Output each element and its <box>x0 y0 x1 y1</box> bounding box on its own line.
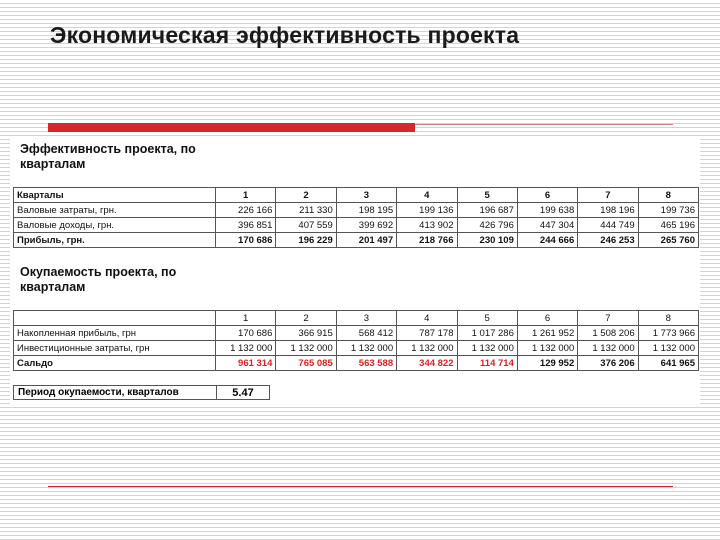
quarter-header: 1 <box>216 311 276 326</box>
quarter-header: 8 <box>638 311 698 326</box>
table-row <box>14 233 699 248</box>
cell: 787 178 <box>397 326 457 341</box>
cell: 198 195 <box>336 203 396 218</box>
cell: 246 253 <box>578 233 638 248</box>
quarter-header: 4 <box>397 311 457 326</box>
quarter-header: 6 <box>517 311 577 326</box>
cell: 198 196 <box>578 203 638 218</box>
cell: 641 965 <box>638 356 698 371</box>
slide-title: Экономическая эффективность проекта <box>50 22 520 48</box>
table-row <box>14 203 699 218</box>
cell: 465 196 <box>638 218 698 233</box>
row-label: Валовые доходы, грн. <box>14 218 216 233</box>
efficiency-title: Эффективность проекта, по кварталам <box>20 142 196 171</box>
cell: 765 085 <box>276 356 336 371</box>
quarter-header: 5 <box>457 188 517 203</box>
cell: 396 851 <box>216 218 276 233</box>
cell: 129 952 <box>517 356 577 371</box>
table-row <box>14 326 699 341</box>
payback-table <box>13 310 699 371</box>
row-label: Накопленная прибыль, грн <box>14 326 216 341</box>
payback-title: Окупаемость проекта, по кварталам <box>20 265 177 294</box>
cell: 1 508 206 <box>578 326 638 341</box>
cell: 170 686 <box>216 233 276 248</box>
quarter-header: 2 <box>276 188 336 203</box>
cell: 230 109 <box>457 233 517 248</box>
table-row <box>14 341 699 356</box>
header-label <box>14 311 216 326</box>
row-label: Инвестиционные затраты, грн <box>14 341 216 356</box>
cell: 211 330 <box>276 203 336 218</box>
table-header-row <box>14 311 699 326</box>
table-row <box>14 386 270 400</box>
cell: 265 760 <box>638 233 698 248</box>
row-label: Валовые затраты, грн. <box>14 203 216 218</box>
cell: 1 132 000 <box>457 341 517 356</box>
cell: 1 132 000 <box>216 341 276 356</box>
cell: 1 132 000 <box>276 341 336 356</box>
cell: 114 714 <box>457 356 517 371</box>
cell: 226 166 <box>216 203 276 218</box>
quarter-header: 6 <box>517 188 577 203</box>
table-header-row <box>14 188 699 203</box>
header-label: Кварталы <box>14 188 216 203</box>
cell: 413 902 <box>397 218 457 233</box>
row-label: Сальдо <box>14 356 216 371</box>
cell: 399 692 <box>336 218 396 233</box>
accent-bar <box>48 123 415 132</box>
divider-line <box>415 124 673 125</box>
cell: 366 915 <box>276 326 336 341</box>
cell: 1 132 000 <box>517 341 577 356</box>
cell: 961 314 <box>216 356 276 371</box>
quarter-header: 3 <box>336 311 396 326</box>
quarter-header: 7 <box>578 188 638 203</box>
cell: 376 206 <box>578 356 638 371</box>
cell: 199 638 <box>517 203 577 218</box>
cell: 1 773 966 <box>638 326 698 341</box>
cell: 563 588 <box>336 356 396 371</box>
cell: 170 686 <box>216 326 276 341</box>
table-row <box>14 218 699 233</box>
cell: 201 497 <box>336 233 396 248</box>
cell: 218 766 <box>397 233 457 248</box>
cell: 199 136 <box>397 203 457 218</box>
cell: 1 132 000 <box>638 341 698 356</box>
cell: 244 666 <box>517 233 577 248</box>
quarter-header: 5 <box>457 311 517 326</box>
quarter-header: 7 <box>578 311 638 326</box>
quarter-header: 1 <box>216 188 276 203</box>
cell: 444 749 <box>578 218 638 233</box>
efficiency-table <box>13 187 699 248</box>
quarter-header: 3 <box>336 188 396 203</box>
quarter-header: 8 <box>638 188 698 203</box>
cell: 568 412 <box>336 326 396 341</box>
cell: 426 796 <box>457 218 517 233</box>
cell: 1 017 286 <box>457 326 517 341</box>
cell: 1 132 000 <box>578 341 638 356</box>
cell: 447 304 <box>517 218 577 233</box>
payback-period-value: 5.47 <box>217 386 270 400</box>
cell: 1 132 000 <box>336 341 396 356</box>
quarter-header: 2 <box>276 311 336 326</box>
cell: 1 261 952 <box>517 326 577 341</box>
cell: 1 132 000 <box>397 341 457 356</box>
cell: 407 559 <box>276 218 336 233</box>
cell: 199 736 <box>638 203 698 218</box>
cell: 196 687 <box>457 203 517 218</box>
footer-line <box>48 486 673 487</box>
cell: 344 822 <box>397 356 457 371</box>
spreadsheet-image <box>10 136 700 406</box>
row-label: Прибыль, грн. <box>14 233 216 248</box>
table-row <box>14 356 699 371</box>
payback-period-table <box>13 385 270 400</box>
cell: 196 229 <box>276 233 336 248</box>
quarter-header: 4 <box>397 188 457 203</box>
payback-period-label: Период окупаемости, кварталов <box>14 386 217 400</box>
